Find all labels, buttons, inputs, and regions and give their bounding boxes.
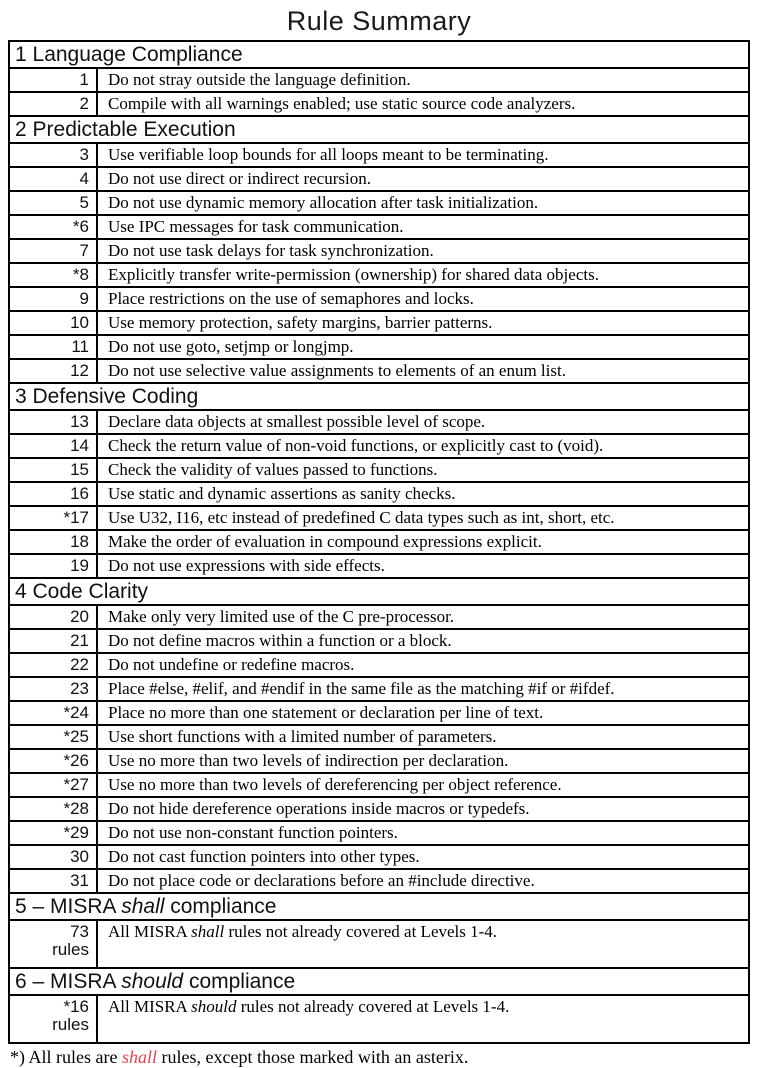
- rule-number: *26: [63, 751, 89, 770]
- text-part: Use static and dynamic assertions as sanity checks.: [108, 484, 456, 503]
- table-row: [9, 239, 749, 263]
- section-header-row: [9, 968, 749, 995]
- rule-number: 22: [70, 655, 89, 674]
- table-row: [9, 749, 749, 773]
- rule-number-cell: [9, 653, 97, 677]
- rule-number-cell: [9, 167, 97, 191]
- text-part: shall: [191, 922, 225, 941]
- rule-number-cell: [9, 821, 97, 845]
- text-part: Do not undefine or redefine macros.: [108, 655, 355, 674]
- rule-text-cell: [97, 287, 749, 311]
- rule-number-cell: [9, 239, 97, 263]
- text-part: Place no more than one statement or declaration per line of text.: [108, 703, 544, 722]
- rule-number: 3: [79, 145, 89, 164]
- rule-number-cell: [9, 773, 97, 797]
- table-row: [9, 287, 749, 311]
- rule-number: *16: [63, 997, 89, 1016]
- text-part: Use no more than two levels of indirection per declaration.: [108, 751, 509, 770]
- rule-number-cell: [9, 482, 97, 506]
- section-header-row: [9, 41, 749, 68]
- section-header: [9, 383, 749, 410]
- table-row: [9, 701, 749, 725]
- table-row: [9, 869, 749, 893]
- text-part: compliance: [183, 970, 296, 993]
- table-row: [9, 920, 749, 968]
- rule-text-cell: [97, 482, 749, 506]
- rule-table-body: [9, 41, 749, 1043]
- table-row: [9, 335, 749, 359]
- rule-number-cell: [9, 797, 97, 821]
- table-row: [9, 311, 749, 335]
- text-part: Place #else, #elif, and #endif in the same file as the matching #if or #ifdef.: [108, 679, 615, 698]
- text-part: Use no more than two levels of dereferencing per object reference.: [108, 775, 562, 794]
- rule-number: 18: [70, 532, 89, 551]
- rule-number: *17: [63, 508, 89, 527]
- rule-number: 9: [79, 289, 89, 308]
- table-row: [9, 554, 749, 578]
- rule-number: 21: [70, 631, 89, 650]
- rule-text-cell: [97, 359, 749, 383]
- rule-number-sub: rules: [52, 940, 89, 959]
- rule-text-cell: [97, 554, 749, 578]
- text-part: Check the return value of non-void functions, or explicitly cast to (void).: [108, 436, 604, 455]
- rule-number: *25: [63, 727, 89, 746]
- rule-number: 7: [79, 241, 89, 260]
- rule-text-cell: [97, 263, 749, 287]
- rule-text-cell: [97, 749, 749, 773]
- table-row: [9, 410, 749, 434]
- rule-number: 31: [70, 871, 89, 890]
- rule-number-cell: [9, 629, 97, 653]
- section-header-row: [9, 578, 749, 605]
- section-header: [9, 578, 749, 605]
- rule-number: *6: [72, 217, 89, 236]
- rule-number-cell: [9, 359, 97, 383]
- rule-number: *27: [63, 775, 89, 794]
- text-part: Place restrictions on the use of semaphores and locks.: [108, 289, 474, 308]
- rule-number: 13: [70, 412, 89, 431]
- rule-number: 20: [70, 607, 89, 626]
- text-part: 1 Language Compliance: [15, 43, 243, 66]
- rule-number-cell: [9, 191, 97, 215]
- rule-text-cell: [97, 92, 749, 116]
- table-row: [9, 605, 749, 629]
- table-row: [9, 167, 749, 191]
- text-part: 2 Predictable Execution: [15, 118, 236, 141]
- rule-text-cell: [97, 410, 749, 434]
- rule-number-cell: [9, 554, 97, 578]
- rule-text-cell: [97, 311, 749, 335]
- rule-number: *8: [72, 265, 89, 284]
- text-part: Use IPC messages for task communication.: [108, 217, 404, 236]
- table-row: [9, 677, 749, 701]
- section-header-row: [9, 383, 749, 410]
- table-row: [9, 191, 749, 215]
- rule-number-cell: [9, 749, 97, 773]
- text-part: Do not use non-constant function pointers.: [108, 823, 398, 842]
- text-part: Do not stray outside the language definition.: [108, 70, 411, 89]
- text-part: Use memory protection, safety margins, barrier patterns.: [108, 313, 493, 332]
- rule-number: 4: [79, 169, 89, 188]
- text-part: shall: [121, 895, 165, 918]
- text-part: Do not place code or declarations before an #include directive.: [108, 871, 535, 890]
- table-row: [9, 773, 749, 797]
- table-row: [9, 506, 749, 530]
- text-part: should: [121, 970, 184, 993]
- rule-number: 2: [79, 94, 89, 113]
- rule-text-cell: [97, 821, 749, 845]
- text-part: Declare data objects at smallest possible level of scope.: [108, 412, 486, 431]
- text-part: Make the order of evaluation in compound expressions explicit.: [108, 532, 542, 551]
- rule-number: 10: [70, 313, 89, 332]
- rule-number: *29: [63, 823, 89, 842]
- rule-number: 12: [70, 361, 89, 380]
- section-header: [9, 41, 749, 68]
- rule-number-cell: [9, 287, 97, 311]
- table-row: [9, 359, 749, 383]
- rule-text-cell: [97, 845, 749, 869]
- rule-text-cell: [97, 458, 749, 482]
- rule-text-cell: [97, 773, 749, 797]
- rule-text-cell: [97, 239, 749, 263]
- rule-number-cell: [9, 434, 97, 458]
- table-row: [9, 797, 749, 821]
- text-part: Do not use direct or indirect recursion.: [108, 169, 371, 188]
- rule-number-cell: [9, 335, 97, 359]
- text-part: Do not hide dereference operations inside macros or typedefs.: [108, 799, 530, 818]
- table-row: [9, 215, 749, 239]
- footnote-prefix: *) All rules are: [10, 1047, 122, 1067]
- rule-text-cell: [97, 335, 749, 359]
- table-row: [9, 482, 749, 506]
- text-part: compliance: [164, 895, 277, 918]
- table-row: [9, 845, 749, 869]
- table-row: [9, 821, 749, 845]
- text-part: Do not define macros within a function or a block.: [108, 631, 452, 650]
- rule-text-cell: [97, 629, 749, 653]
- table-row: [9, 263, 749, 287]
- rule-number: *28: [63, 799, 89, 818]
- rule-number-cell: [9, 410, 97, 434]
- rule-text-cell: [97, 725, 749, 749]
- text-part: Do not use dynamic memory allocation after task initialization.: [108, 193, 539, 212]
- table-row: [9, 458, 749, 482]
- rule-text-cell: [97, 530, 749, 554]
- section-header-row: [9, 116, 749, 143]
- text-part: 5 – MISRA: [15, 895, 122, 918]
- rule-number-cell: [9, 701, 97, 725]
- table-row: [9, 629, 749, 653]
- rule-table: [8, 40, 750, 1044]
- rule-number: 11: [71, 337, 89, 356]
- rule-number: 23: [70, 679, 89, 698]
- rule-number-cell: [9, 215, 97, 239]
- footnote-shall-word: shall: [121, 1047, 157, 1067]
- rule-number-cell: [9, 530, 97, 554]
- rule-number: 5: [79, 193, 89, 212]
- text-part: rules not already covered at Levels 1-4.: [224, 922, 498, 941]
- rule-number: 16: [70, 484, 89, 503]
- text-part: Do not use expressions with side effects.: [108, 556, 385, 575]
- rule-number: 30: [70, 847, 89, 866]
- text-part: should: [191, 997, 237, 1016]
- table-row: [9, 725, 749, 749]
- rule-number-cell: [9, 143, 97, 167]
- rule-text-cell: [97, 995, 749, 1043]
- rule-number-cell: [9, 869, 97, 893]
- rule-number: 73: [70, 922, 89, 941]
- section-header-row: [9, 893, 749, 920]
- rule-text-cell: [97, 167, 749, 191]
- rule-text-cell: [97, 605, 749, 629]
- table-row: [9, 653, 749, 677]
- rule-text-cell: [97, 215, 749, 239]
- text-part: 6 – MISRA: [15, 970, 122, 993]
- text-part: All MISRA: [108, 922, 192, 941]
- footnote: [10, 1046, 750, 1068]
- text-part: Do not use task delays for task synchronization.: [108, 241, 434, 260]
- rule-number: *24: [63, 703, 89, 722]
- rule-number: 14: [70, 436, 89, 455]
- rule-text-cell: [97, 143, 749, 167]
- rule-text-cell: [97, 191, 749, 215]
- rule-number-cell: [9, 458, 97, 482]
- table-row: [9, 434, 749, 458]
- rule-text-cell: [97, 701, 749, 725]
- text-part: Explicitly transfer write-permission (ownership) for shared data objects.: [108, 265, 599, 284]
- table-row: [9, 995, 749, 1043]
- table-row: [9, 530, 749, 554]
- text-part: Do not use selective value assignments to elements of an enum list.: [108, 361, 566, 380]
- table-row: [9, 143, 749, 167]
- rule-number-cell: [9, 311, 97, 335]
- rule-number-cell: [9, 605, 97, 629]
- rule-number-sub: rules: [52, 1015, 89, 1034]
- rule-text-cell: [97, 869, 749, 893]
- text-part: Do not use goto, setjmp or longjmp.: [108, 337, 354, 356]
- text-part: Do not cast function pointers into other types.: [108, 847, 420, 866]
- rule-number-cell: [9, 263, 97, 287]
- table-row: [9, 68, 749, 92]
- section-header: [9, 116, 749, 143]
- page-title: Rule Summary: [286, 6, 472, 36]
- rule-number: 15: [70, 460, 89, 479]
- text-part: Use verifiable loop bounds for all loops meant to be terminating.: [108, 145, 549, 164]
- rule-number: 19: [70, 556, 89, 575]
- rule-number-cell: [9, 92, 97, 116]
- rule-number-cell: [9, 845, 97, 869]
- text-part: Check the validity of values passed to functions.: [108, 460, 438, 479]
- rule-number-cell: [9, 920, 97, 968]
- rule-text-cell: [97, 506, 749, 530]
- rule-number-cell: [9, 995, 97, 1043]
- text-part: All MISRA: [108, 997, 192, 1016]
- text-part: Make only very limited use of the C pre-processor.: [108, 607, 455, 626]
- text-part: 4 Code Clarity: [15, 580, 149, 603]
- text-part: Use U32, I16, etc instead of predefined C data types such as int, short, etc.: [108, 508, 615, 527]
- rule-number-cell: [9, 506, 97, 530]
- rule-text-cell: [97, 434, 749, 458]
- section-header: [9, 893, 749, 920]
- rule-text-cell: [97, 68, 749, 92]
- table-row: [9, 92, 749, 116]
- rule-number-cell: [9, 68, 97, 92]
- rule-text-cell: [97, 677, 749, 701]
- text-part: Compile with all warnings enabled; use static source code analyzers.: [108, 94, 576, 113]
- text-part: Use short functions with a limited number of parameters.: [108, 727, 497, 746]
- rule-number-cell: [9, 725, 97, 749]
- text-part: 3 Defensive Coding: [15, 385, 199, 408]
- section-header: [9, 968, 749, 995]
- rule-number: 1: [79, 70, 89, 89]
- rule-text-cell: [97, 797, 749, 821]
- rule-text-cell: [97, 653, 749, 677]
- rule-number-cell: [9, 677, 97, 701]
- text-part: rules not already covered at Levels 1-4.: [236, 997, 510, 1016]
- rule-text-cell: [97, 920, 749, 968]
- footnote-suffix: rules, except those marked with an asterix.: [156, 1047, 469, 1067]
